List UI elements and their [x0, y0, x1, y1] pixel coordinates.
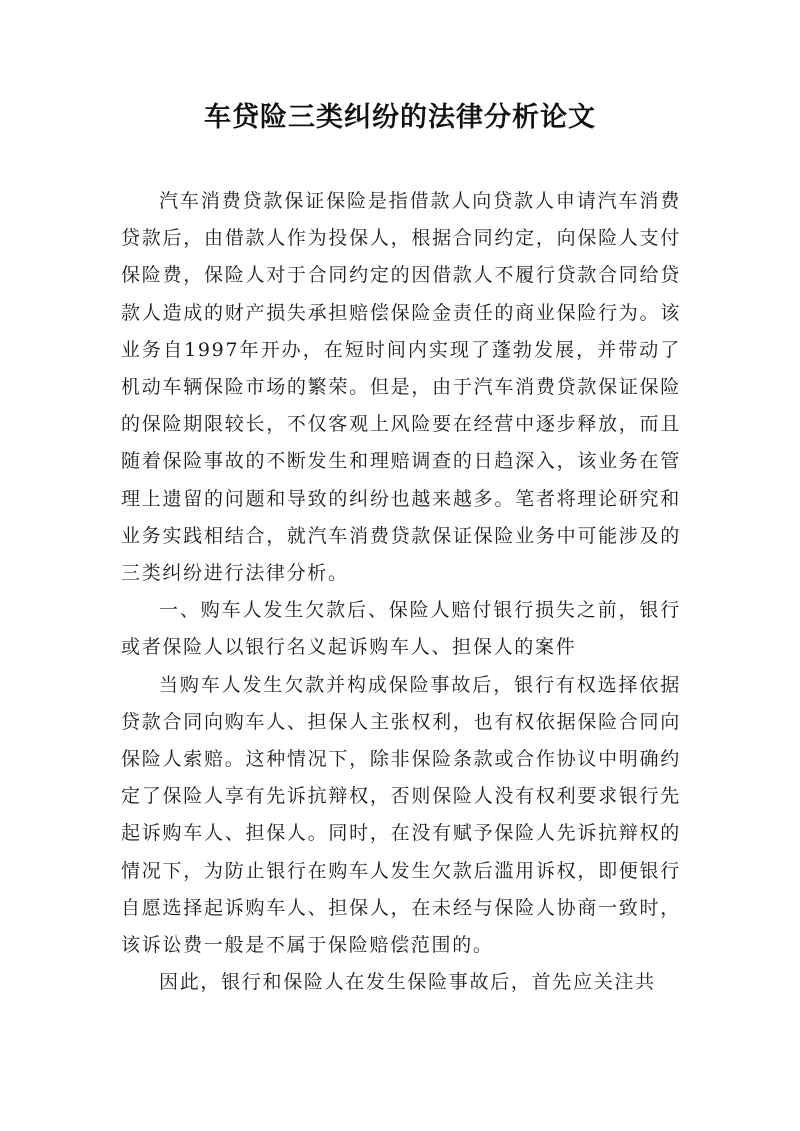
paragraph-section-1: 当购车人发生欠款并构成保险事故后，银行有权选择依据贷款合同向购车人、担保人主张权利，也有权依据保险合同向保险人索赔。这种情况下，除非保险条款或合作协议中明确约定了保险人享有先诉抗辩权，否则保险人没有权利要求银行先起诉购车人、担保人。同时，在没有赋予保险人先诉抗辩权的情况下，为防止银行在购车人发生欠款后滥用诉权，即便银行自愿选择起诉购车人、担保人，在未经与保险人协商一致时，该诉讼费一般是不属于保险赔偿范围的。	[121, 673, 681, 957]
section-heading-1: 一、购车人发生欠款后、保险人赔付银行损失之前，银行或者保险人以银行名义起诉购车人、担保人的案件	[121, 599, 681, 659]
document-title: 车贷险三类纠纷的法律分析论文	[204, 102, 596, 133]
document-body	[121, 183, 681, 1001]
paragraph-continuation: 因此，银行和保险人在发生保险事故后，首先应关注共	[159, 971, 656, 994]
paragraph-intro: 汽车消费贷款保证保险是指借款人向贷款人申请汽车消费贷款后，由借款人作为投保人，根据合同约定，向保险人支付保险费，保险人对于合同约定的因借款人不履行贷款合同给贷款人造成的财产损失承担赔偿保险金责任的商业保险行为。该业务自1997年开办，在短时间内实现了蓬勃发展，并带动了机动车辆保险市场的繁荣。但是，由于汽车消费贷款保证保险的保险期限较长，不仅客观上风险要在经营中逐步释放，而且随着保险事故的不断发生和理赔调查的日趋深入，该业务在管理上遗留的问题和导致的纠纷也越来越多。笔者将理论研究和业务实践相结合，就汽车消费贷款保证保险业务中可能涉及的三类纠纷进行法律分析。	[121, 190, 681, 585]
